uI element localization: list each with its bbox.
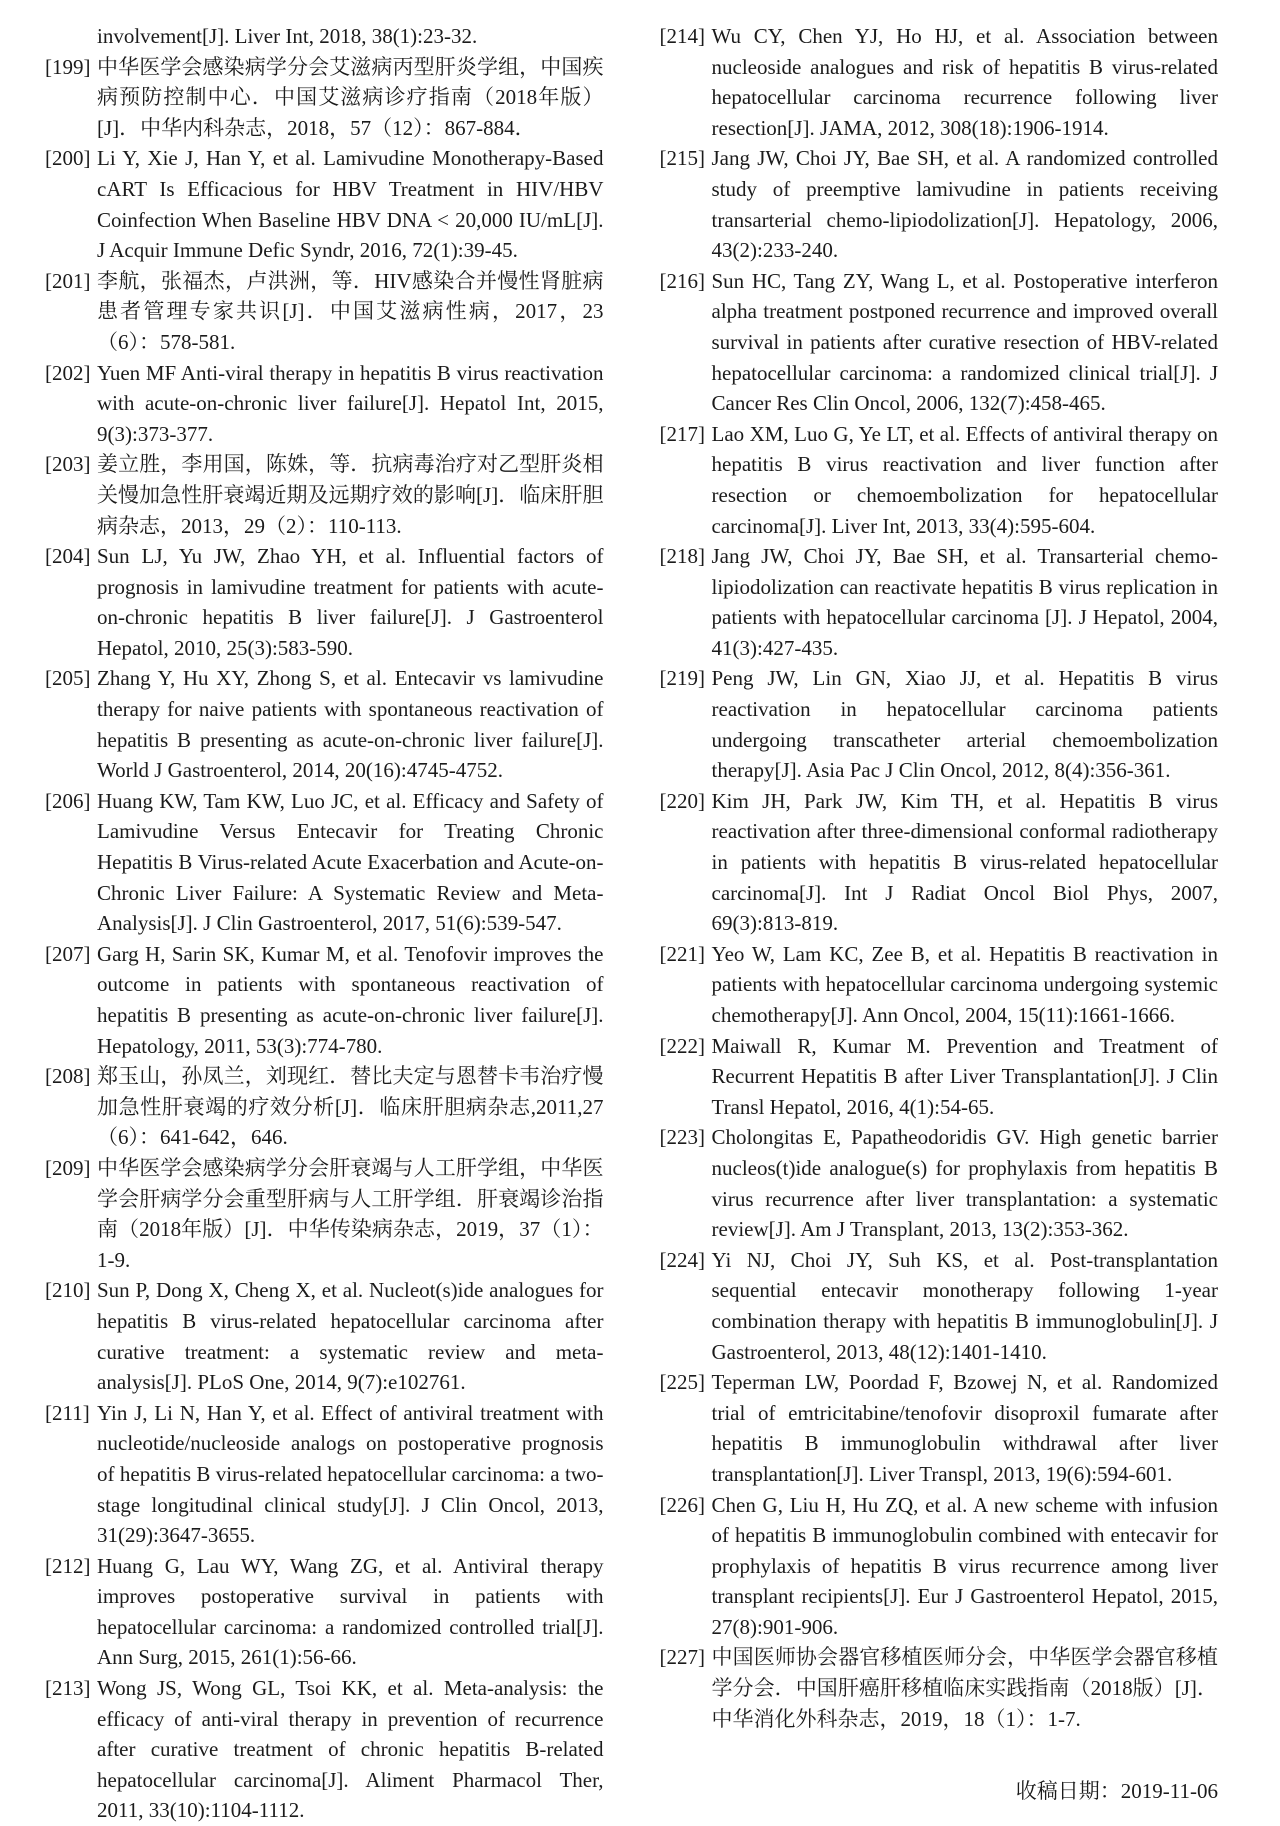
reference-number: [214] [659,24,705,48]
reference-number: [226] [659,1492,705,1517]
reference-item [660,266,1219,419]
reference-text: Sun HC, Tang ZY, Wang L, et al. Postoperative interferon alpha treatment postponed recurrence and improved overall survival in patients after curative resection of HBV-related hepatocellular carcinoma: a randomized clinical trial[J]. J Cancer Res Clin Oncol, 2006, 132(7):458-465. [711,268,1218,416]
reference-item [45,939,604,1061]
reference-text: Huang KW, Tam KW, Luo JC, et al. Efficacy and Safety of Lamivudine Versus Entecavir for Treating Chronic Hepatitis B Virus-related Acute Exacerbation and Acute-on-Chronic Liver Failure: A Systematic Review and Meta-Analysis[J]. J Clin Gastroenterol, 2017, 51(6):539-547. [97,788,604,936]
reference-text: Peng JW, Lin GN, Xiao JJ, et al. Hepatitis B virus reactivation in hepatocellular carcinoma patients undergoing transcatheter arterial chemoembolization therapy[J]. Asia Pac J Clin Oncol, 2012, 8(4):356-361. [711,666,1218,783]
reference-item [45,449,604,541]
reference-text: Teperman LW, Poordad F, Bzowej N, et al. Randomized trial of emtricitabine/tenofovir disoproxil fumarate after hepatitis B immunoglobulin withdrawal after liver transplantation[J]. Liver Transpl, 2013, 19(6):594-601. [711,1370,1218,1486]
reference-text: Zhang Y, Hu XY, Zhong S, et al. Entecavir vs lamivudine therapy for naive patients with spontaneous reactivation of hepatitis B presenting as acute-on-chronic liver failure[J]. World J Gastroenterol, 2014, 20(16):4745-4752. [97,666,604,783]
references-column-left [45,21,604,1823]
reference-number: [205] [45,666,91,691]
reference-text: Yeo W, Lam KC, Zee B, et al. Hepatitis B reactivation in patients with hepatocellular carcinoma undergoing systemic chemotherapy[J]. Ann Oncol, 2004, 15(11):1661-1666. [711,941,1218,1027]
reference-item [660,1245,1219,1367]
reference-text: 中国医师协会器官移植医师分会，中华医学会器官移植学分会．中国肝癌肝移植临床实践指南（2018版）[J]．中华消化外科杂志，2019，18（1）：1-7. [711,1645,1218,1731]
reference-number: [207] [45,941,91,966]
reference-text: Chen G, Liu H, Hu ZQ, et al. A new scheme with infusion of hepatitis B immunoglobulin combined with entecavir for prophylaxis of hepatitis B virus recurrence among liver transplant recipients[J]. Eur J Gastroenterol Hepatol, 2015, 27(8):901-906. [711,1492,1218,1639]
reference-number: [199] [45,54,91,79]
reference-text: Cholongitas E, Papatheodoridis GV. High genetic barrier nucleos(t)ide analogue(s) for prophylaxis from hepatitis B virus recurrence after liver transplantation: a systematic review[J]. Am J Transplant, 2013, 13(2):353-362. [711,1125,1218,1242]
reference-item [660,663,1219,785]
reference-continuation-text: involvement[J]. Liver Int, 2018, 38(1):23-32. [97,24,478,48]
reference-number: [213] [45,1676,91,1701]
reference-text: Jang JW, Choi JY, Bae SH, et al. Transarterial chemo-lipiodolization can reactivate hepatitis B virus replication in patients with hepatocellular carcinoma [J]. J Hepatol, 2004, 41(3):427-435. [711,544,1218,660]
reference-number: [200] [45,146,91,171]
reference-number: [201] [45,268,91,293]
reference-number: [203] [45,452,91,477]
reference-number: [219] [659,666,705,691]
reference-number: [222] [659,1033,705,1058]
reference-number: [208] [45,1064,91,1089]
reference-number: [218] [659,544,705,569]
reference-item [45,541,604,663]
reference-text: Yin J, Li N, Han Y, et al. Effect of antiviral treatment with nucleotide/nucleoside analogs on postoperative prognosis of hepatitis B virus-related hepatocellular carcinoma: a two-stage longitudinal clinical study[J]. J Clin Oncol, 2013, 31(29):3647-3655. [97,1400,604,1548]
reference-number: [223] [659,1125,705,1150]
reference-item [45,266,604,358]
reference-number: [202] [45,360,91,385]
reference-item [660,939,1219,1031]
reference-item [45,1398,604,1551]
reference-item [45,663,604,785]
reference-text: 中华医学会感染病学分会肝衰竭与人工肝学组，中华医学会肝病学分会重型肝病与人工肝学组．肝衰竭诊治指南（2018年版）[J]．中华传染病杂志，2019，37（1）：1-9. [97,1155,604,1272]
reference-number: [211] [45,1400,90,1425]
reference-number: [227] [659,1645,705,1670]
reference-item [45,1673,604,1826]
reference-item [45,786,604,939]
reference-item [45,143,604,265]
reference-number: [221] [659,941,705,966]
reference-text: 李航，张福杰，卢洪洲，等．HIV感染合并慢性肾脏病患者管理专家共识[J]．中国艾滋病性病，2017，23（6）：578-581. [97,268,604,354]
reference-number: [212] [45,1553,91,1578]
reference-text: 中华医学会感染病学分会艾滋病丙型肝炎学组，中国疾病预防控制中心．中国艾滋病诊疗指南（2018年版）[J]．中华内科杂志，2018，57（12）：867-884． [97,54,604,140]
reference-text: 姜立胜，李用国，陈姝，等．抗病毒治疗对乙型肝炎相关慢加急性肝衰竭近期及远期疗效的影响[J]．临床肝胆病杂志，2013，29（2）：110-113. [97,452,604,538]
reference-item [660,143,1219,265]
reference-text: Li Y, Xie J, Han Y, et al. Lamivudine Monotherapy-Based cART Is Efficacious for HBV Treatment in HIV/HBV Coinfection When Baseline HBV DNA < 20,000 IU/mL[J]. J Acquir Immune Defic Syndr, 2016, 72(1):39-45. [97,146,604,263]
reference-item [660,1122,1219,1244]
reference-number: [206] [45,788,91,813]
reference-text: Yi NJ, Choi JY, Suh KS, et al. Post-transplantation sequential entecavir monotherapy following 1-year combination therapy with hepatitis B immunoglobulin[J]. J Gastroenterol, 2013, 48(12):1401-1410. [711,1247,1218,1364]
reference-text: Yuen MF Anti-viral therapy in hepatitis B virus reactivation with acute-on-chronic liver failure[J]. Hepatol Int, 2015, 9(3):373-377. [97,360,604,446]
reference-number: [217] [659,421,705,446]
references-column-right [660,21,1219,1813]
reference-item [660,541,1219,663]
reference-text: Jang JW, Choi JY, Bae SH, et al. A randomized controlled study of preemptive lamivudine in patients receiving transarterial chemo-lipiodolization[J]. Hepatology, 2006, 43(2):233-240. [711,146,1218,263]
reference-item [660,419,1219,541]
reference-number: [215] [659,146,705,171]
reference-text: Sun P, Dong X, Cheng X, et al. Nucleot(s)ide analogues for hepatitis B virus-related hepatocellular carcinoma after curative treatment: a systematic review and meta-analysis[J]. PLoS One, 2014, 9(7):e102761. [97,1278,604,1395]
reference-text: Wu CY, Chen YJ, Ho HJ, et al. Association between nucleoside analogues and risk of hepatitis B virus-related hepatocellular carcinoma recurrence following liver resection[J]. JAMA, 2012, 308(18):1906-1914. [711,24,1218,140]
reference-item [660,1642,1219,1734]
reference-number: [210] [45,1278,91,1303]
reference-item [45,1153,604,1275]
reference-text: Huang G, Lau WY, Wang ZG, et al. Antiviral therapy improves postoperative survival in patients with hepatocellular carcinoma: a randomized controlled trial[J]. Ann Surg, 2015, 261(1):56-66. [97,1553,604,1670]
reference-item [45,1275,604,1397]
reference-item [45,1061,604,1153]
reference-text: 郑玉山，孙凤兰，刘现红．替比夫定与恩替卡韦治疗慢加急性肝衰竭的疗效分析[J]．临床肝胆病杂志,2011,27（6）：641-642，646. [97,1064,604,1150]
reference-number: [225] [659,1370,705,1395]
reference-text: Sun LJ, Yu JW, Zhao YH, et al. Influential factors of prognosis in lamivudine treatment for patients with acute-on-chronic hepatitis B liver failure[J]. J Gastroenterol Hepatol, 2010, 25(3):583-590. [97,544,604,660]
reference-text: Maiwall R, Kumar M. Prevention and Treatment of Recurrent Hepatitis B after Liver Transplantation[J]. J Clin Transl Hepatol, 2016, 4(1):54-65. [711,1033,1218,1119]
reference-text: Lao XM, Luo G, Ye LT, et al. Effects of antiviral therapy on hepatitis B virus reactivation and liver function after resection or chemoembolization for hepatocellular carcinoma[J]. Liver Int, 2013, 33(4):595-604. [711,421,1218,538]
reference-item [660,1490,1219,1643]
reference-number: [216] [659,268,705,293]
reference-number: [204] [45,544,91,569]
reference-item [660,786,1219,939]
reference-item [45,1551,604,1673]
reference-number: [209] [45,1155,91,1180]
reference-item [45,52,604,144]
reference-number: [224] [659,1247,705,1272]
reference-item [660,21,1219,143]
reference-item [660,1031,1219,1123]
reference-text: Wong JS, Wong GL, Tsoi KK, et al. Meta-analysis: the efficacy of anti-viral therapy in prevention of recurrence after curative treatment of chronic hepatitis B-related hepatocellular carcinoma[J]. Aliment Pharmacol Ther, 2011, 33(10):1104-1112. [97,1676,604,1823]
reference-number: [220] [659,788,705,813]
received-date: 收稿日期：2019-11-06 [1015,1779,1218,1804]
reference-item [45,358,604,450]
reference-text: Garg H, Sarin SK, Kumar M, et al. Tenofovir improves the outcome in patients with spontaneous reactivation of hepatitis B presenting as acute-on-chronic liver failure[J]. Hepatology, 2011, 53(3):774-780. [97,941,604,1058]
reference-text: Kim JH, Park JW, Kim TH, et al. Hepatitis B virus reactivation after three-dimensional conformal radiotherapy in patients with hepatitis B virus-related hepatocellular carcinoma[J]. Int J Radiat Oncol Biol Phys, 2007, 69(3):813-819. [711,788,1218,936]
reference-item [660,1367,1219,1489]
